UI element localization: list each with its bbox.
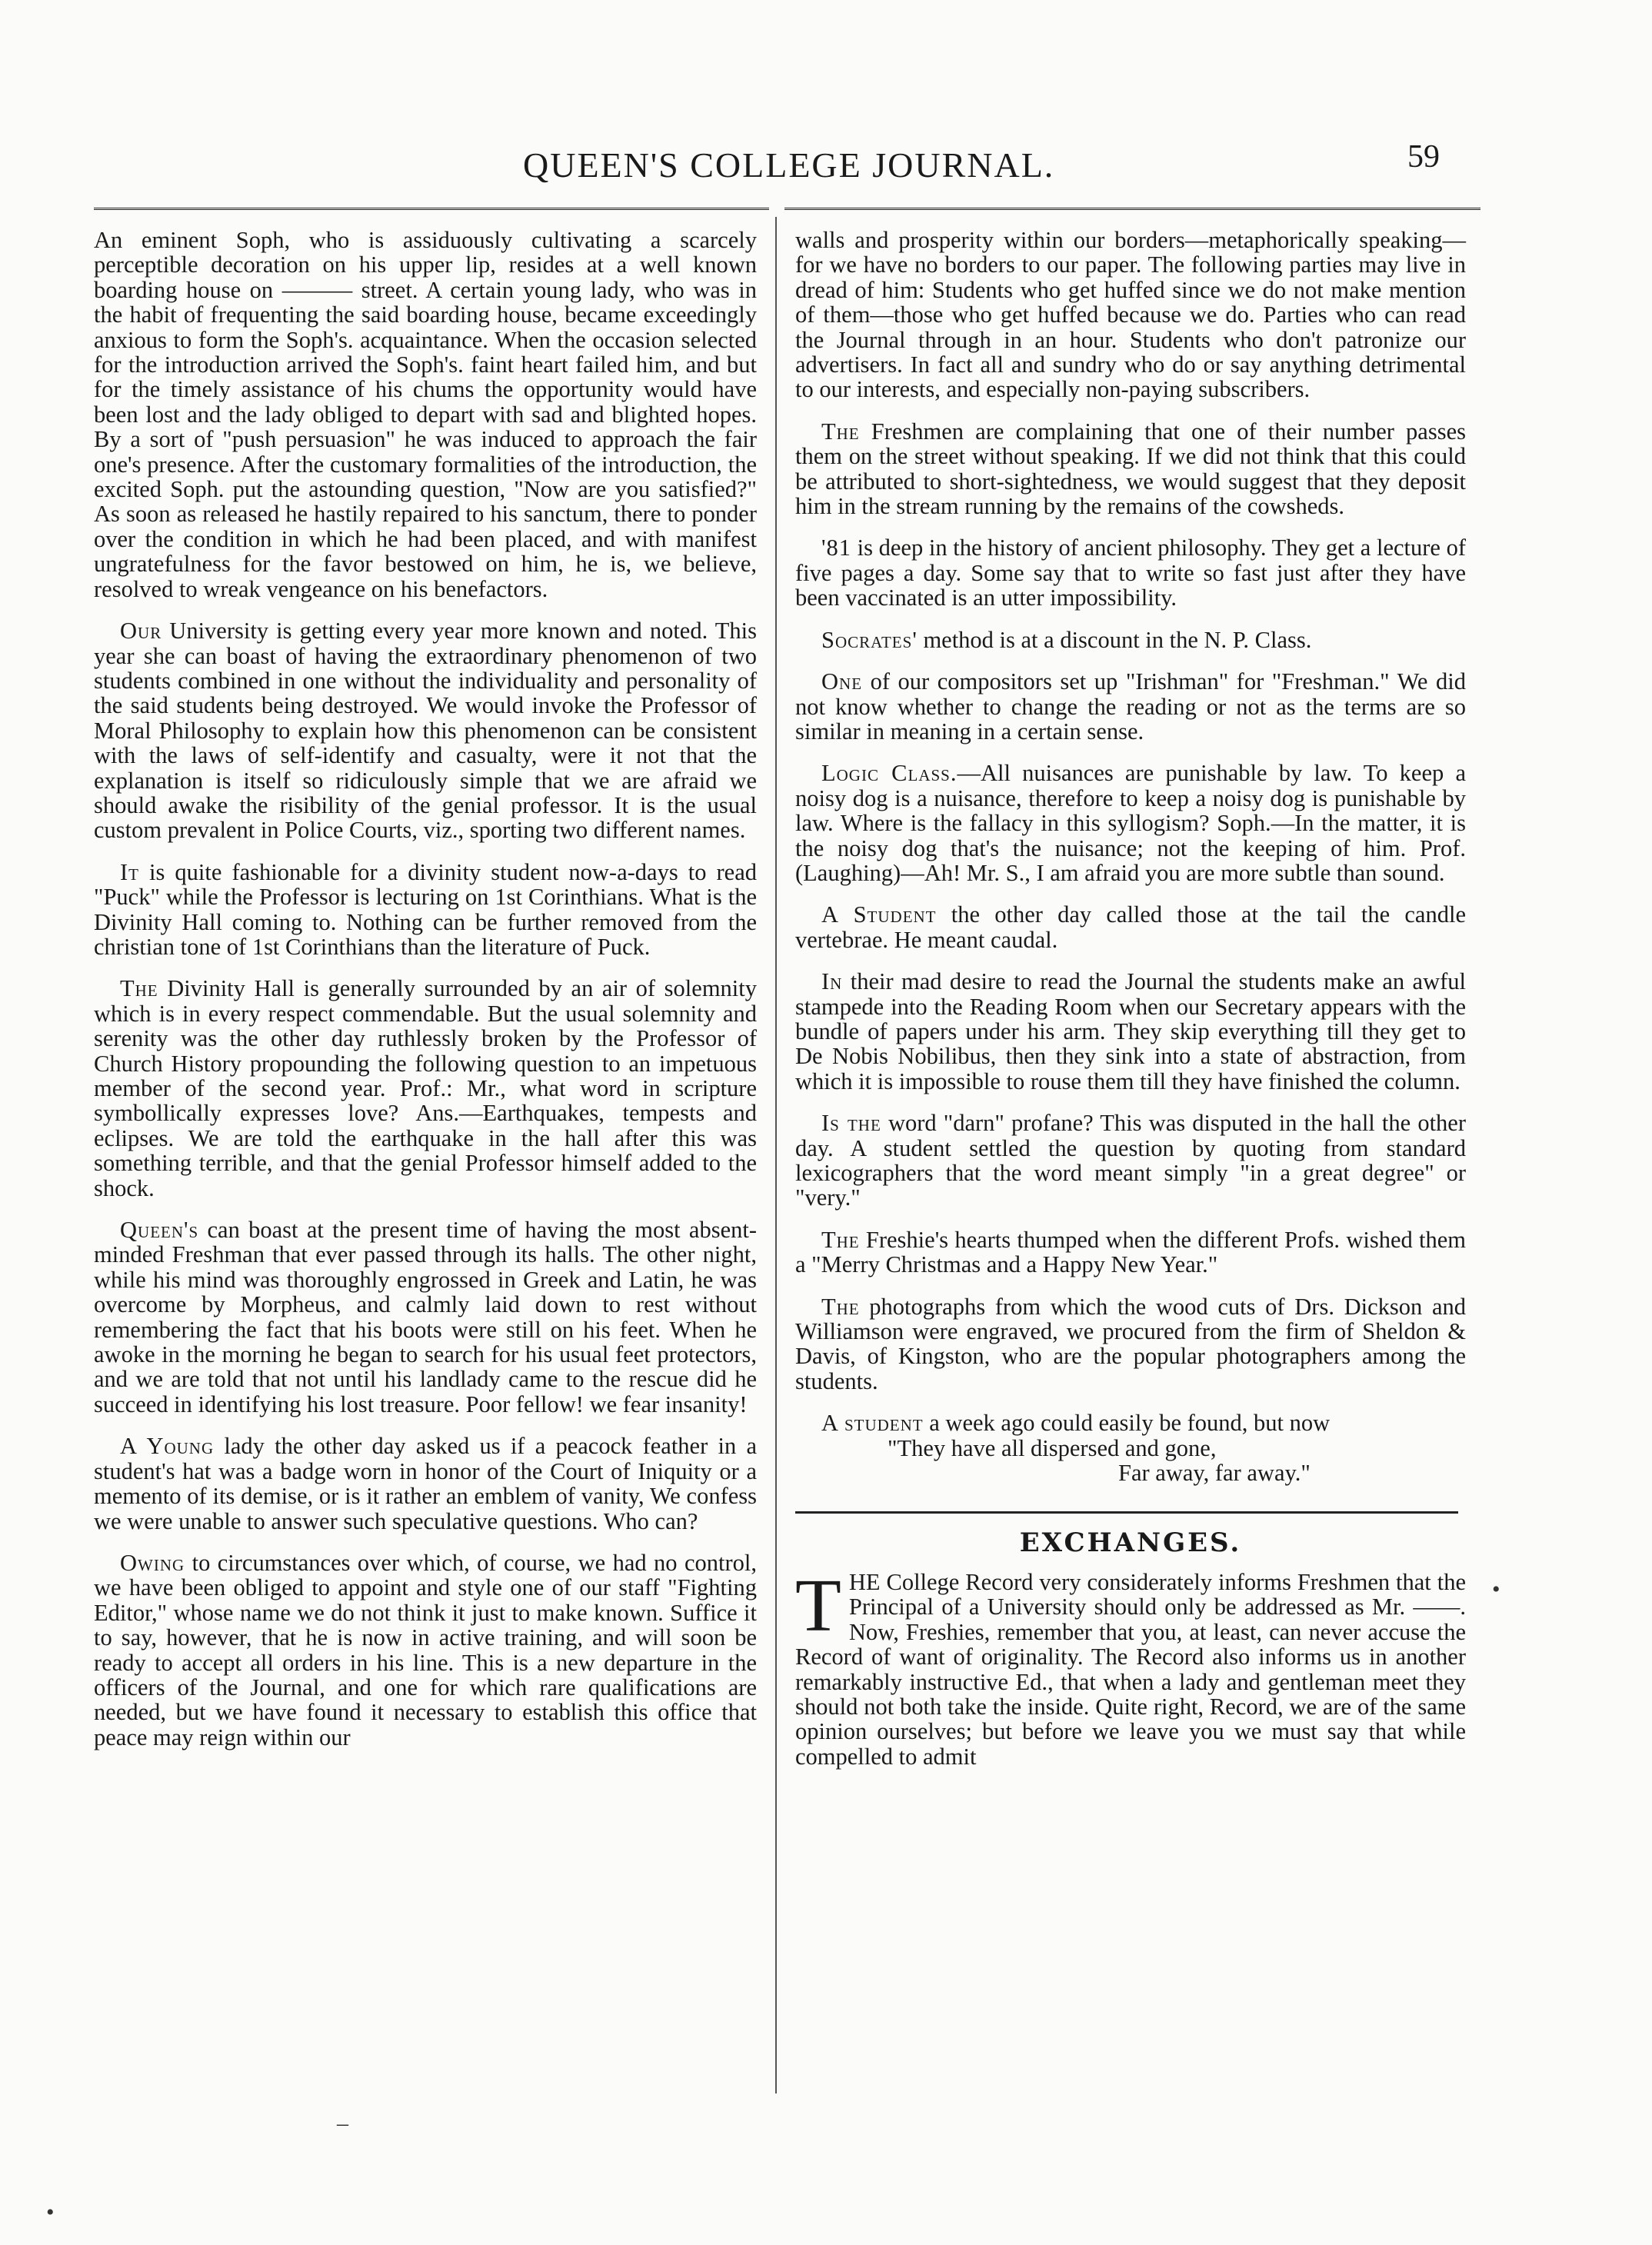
exchanges-paragraph bbox=[795, 1564, 1466, 1770]
right-column bbox=[795, 228, 1466, 1786]
paragraph-lead: A student bbox=[821, 1410, 924, 1437]
paragraph-text: can boast at the present time of having the most absent-minded Freshman that ever passed through its halls. The other night, while his mind was thoroughly engrossed in Greek and Latin, he was overcome by Morpheus, and calmly laid down to rest without remembering the fact that his boots were still on his feet. When he awoke in the morning he began to search for his usual feet protectors, and we are told that not until his landlady came to the rescue did he succeed in identifying his lost treasure. Poor fellow! we fear insanity! bbox=[94, 1217, 757, 1417]
left-column bbox=[94, 228, 757, 1767]
paragraph-text: of our compositors set up "Irishman" for "Freshman." We did not know whether to change the reading or not as the terms are so similar in meaning in a certain sense. bbox=[795, 668, 1466, 744]
paragraph-text: their mad desire to read the Journal the students make an awful stampede into the Reading Room when our Secretary appears with the bundle of papers under his arm. They skip everything till they get to De Nobis Nobilibus, then they sink into a state of abstraction, from which it is impossible to rouse them till they have finished the column. bbox=[795, 968, 1466, 1094]
journal-title: QUEEN'S COLLEGE JOURNAL. bbox=[523, 145, 1055, 185]
paragraph-text: Freshmen are complaining that one of their number passes them on the street without speaking. If we did not think that this could be attributed to short-sightedness, we would suggest that they deposit him in the stream running by the remains of the cowsheds. bbox=[795, 418, 1466, 520]
paragraph-lead: '81 bbox=[821, 535, 851, 561]
paragraph bbox=[94, 1217, 757, 1417]
paragraph-lead: A Young bbox=[120, 1433, 215, 1460]
stray-mark: • bbox=[1492, 1577, 1500, 1602]
paragraph-text: method is at a discount in the N. P. Class. bbox=[917, 626, 1312, 653]
stray-mark: – bbox=[337, 2110, 348, 2136]
paragraph-text: a week ago could easily be found, but now bbox=[923, 1410, 1331, 1437]
paragraph bbox=[795, 1227, 1466, 1277]
header-rule-left bbox=[94, 208, 769, 210]
stray-mark: • bbox=[46, 2200, 55, 2225]
paragraph-lead: The bbox=[120, 975, 158, 1002]
paragraph bbox=[795, 228, 1466, 402]
section-rule bbox=[795, 1511, 1458, 1514]
paragraph bbox=[94, 228, 757, 601]
paragraph-lead: The bbox=[821, 1293, 860, 1320]
paragraph bbox=[94, 860, 757, 960]
paragraph bbox=[94, 1551, 757, 1750]
paragraph-text: photographs from which the wood cuts of Drs. Dickson and Williamson were engraved, we procured from the firm of Sheldon & Davis, of Kingston, who are the popular photographers among the students. bbox=[795, 1293, 1466, 1394]
closing-quote-line bbox=[795, 1411, 1466, 1435]
paragraph-lead: The bbox=[821, 1226, 860, 1253]
paragraph-lead: One bbox=[821, 668, 863, 695]
column-divider bbox=[775, 217, 777, 2093]
paragraph bbox=[795, 1294, 1466, 1394]
paragraph bbox=[795, 1111, 1466, 1211]
closing-quote-verse: "They have all dispersed and gone, bbox=[888, 1434, 1217, 1461]
paragraph bbox=[795, 761, 1466, 885]
paragraph-text: —All nuisances are punishable by law. To keep a noisy dog is a nuisance, therefore to keep a noisy dog is punishable by law. Where is the fallacy in this syllogism? Soph.—In the matter, it is the noisy dog that's the nuisance; not the keeping of him. Prof. (Laughing)—Ah! Mr. S., I am afraid you are more subtle than sound. bbox=[795, 760, 1466, 886]
drop-cap: T bbox=[795, 1564, 841, 1647]
paragraph bbox=[795, 669, 1466, 744]
paragraph-text: University is getting every year more known and noted. This year she can boast of having the extraordinary phenomenon of two students combined in one without the individuality and personality of the said students being destroyed. We would invoke the Professor of Moral Philosophy to explain how this phenomenon can be consistent with the laws of self-identify and casualty, were it not that the explanation is itself so ridiculously simple that we are afraid we should awake the risibility of the genial professor. It is the usual custom prevalent in Police Courts, viz., sporting two different names. bbox=[94, 618, 757, 844]
paragraph-lead: Our bbox=[120, 618, 162, 645]
paragraph-text: walls and prosperity within our borders—metaphorically speaking—for we have no borders to our paper. The following parties may live in dread of him: Students who get huffed since we do not make mention of them—those who get huffed because we do. Parties who can read the Journal through in an hour. Students who don't patronize our advertisers. In fact all and sundry who do or say anything detrimental to our interests, and especially non-paying subscribers. bbox=[795, 227, 1466, 403]
header-rule-right bbox=[784, 208, 1480, 210]
paragraph-text: Freshie's hearts thumped when the different Profs. wished them a "Merry Christmas and a Happy New Year." bbox=[795, 1226, 1466, 1278]
paragraph bbox=[795, 902, 1466, 952]
page-number: 59 bbox=[1407, 139, 1440, 175]
paragraph-lead: Owing bbox=[120, 1549, 185, 1576]
paragraph-text: to circumstances over which, of course, we had no control, we have been obliged to appoint and style one of our staff "Fighting Editor," whose name we do not think it just to make known. Suffice it to say, however, that he is now in active training, and will soon be ready to accept all orders in his line. This is a new departure in the officers of the Journal, and one for which rare qualifications are needed, but we have found it necessary to establish this office that peace may reign within our bbox=[94, 1549, 757, 1750]
paragraph-lead: Logic Class. bbox=[821, 760, 958, 787]
paragraph-text: An eminent Soph, who is assiduously cultivating a scarcely perceptible decoration on his upper lip, resides at a well known boarding house on ——— street. A certain young lady, who was in the habit of frequenting the said boarding house, became exceedingly anxious to form the Soph's. acquaintance. When the occasion selected for the introduction arrived the Soph's. faint heart failed him, and but for the timely assistance of his chums the opportunity would have been lost and the lady obliged to depart with sad and blighted hopes. By a sort of "push persuasion" he was induced to approach the fair one's presence. After the customary formalities of the introduction, the excited Soph. put the astounding question, "Now are you satisfied?" As soon as released he hastily repaired to his sanctum, there to ponder over the condition in which he had been placed, and with manifest ungratefulness for the favor bestowed on him, he is, we believe, resolved to wreak vengeance on his benefactors. bbox=[94, 227, 757, 602]
paragraph bbox=[94, 1434, 757, 1534]
paragraph-text: word "darn" profane? This was disputed in the hall the other day. A student settled the question by quoting from standard lexicographers that the word meant simply "in a great degree" or "very." bbox=[795, 1110, 1466, 1211]
paragraph-lead: A Student bbox=[821, 901, 937, 928]
closing-quote bbox=[795, 1411, 1466, 1485]
closing-quote-verse: Far away, far away." bbox=[1118, 1460, 1311, 1487]
paragraph bbox=[94, 618, 757, 843]
paragraph-lead: In bbox=[821, 968, 843, 995]
section-heading: EXCHANGES. bbox=[1019, 1527, 1242, 1559]
paragraph bbox=[795, 535, 1466, 610]
paragraph-text: Divinity Hall is generally surrounded by an air of solemnity which is in every respect commendable. But the usual solemnity and serenity was the other day ruthlessly broken by the Professor of Church History propounding the following question to an impetuous member of the second year. Prof.: Mr., what word in scripture symbollically expresses love? Ans.—Earthquakes, tempests and eclipses. We are told the earthquake in the hall after this was something terrible, and that the genial Professor himself added to the shock. bbox=[94, 975, 757, 1201]
paragraph bbox=[795, 969, 1466, 1094]
paragraph bbox=[94, 976, 757, 1201]
paragraph-lead: Is the bbox=[821, 1110, 881, 1137]
paragraph-text: lady the other day asked us if a peacock feather in a student's hat was a badge worn in honor of the Court of Iniquity or a memento of its demise, or is it rather an emblem of vanity, We confess we were unable to answer such speculative questions. Who can? bbox=[94, 1433, 757, 1534]
paragraph-lead: Socrates' bbox=[821, 626, 918, 653]
paragraph-lead: It bbox=[120, 858, 139, 885]
paragraph-lead: The bbox=[821, 418, 860, 445]
paragraph-text: the other day called those at the tail the candle vertebrae. He meant caudal. bbox=[795, 901, 1466, 953]
paragraph-text: HE College Record very considerately informs Freshmen that the Principal of a University should only be addressed as Mr. ——. Now, Freshies, remember that you, at least, can never accuse the Record of want of originality. The Record also informs us in another remarkably instructive Ed., that when a lady and gentleman meet they should not both take the inside. Quite right, Record, we are of the same opinion ourselves; but before we leave you we must say that while compelled to admit bbox=[795, 1568, 1466, 1770]
paragraph-text: is quite fashionable for a divinity student now-a-days to read "Puck" while the Professor is lecturing on 1st Corinthians. What is the Divinity Hall coming to. Nothing can be further removed from the christian tone of 1st Corinthians than the literature of Puck. bbox=[94, 858, 757, 960]
paragraph-lead: Queen's bbox=[120, 1217, 199, 1244]
paragraph bbox=[795, 419, 1466, 519]
running-head bbox=[0, 139, 1652, 191]
paragraph-text: is deep in the history of ancient philosophy. They get a lecture of five pages a day. Some say that to write so fast just after they have been vaccinated is an utter impossibility. bbox=[795, 535, 1466, 611]
paragraph bbox=[795, 628, 1466, 652]
